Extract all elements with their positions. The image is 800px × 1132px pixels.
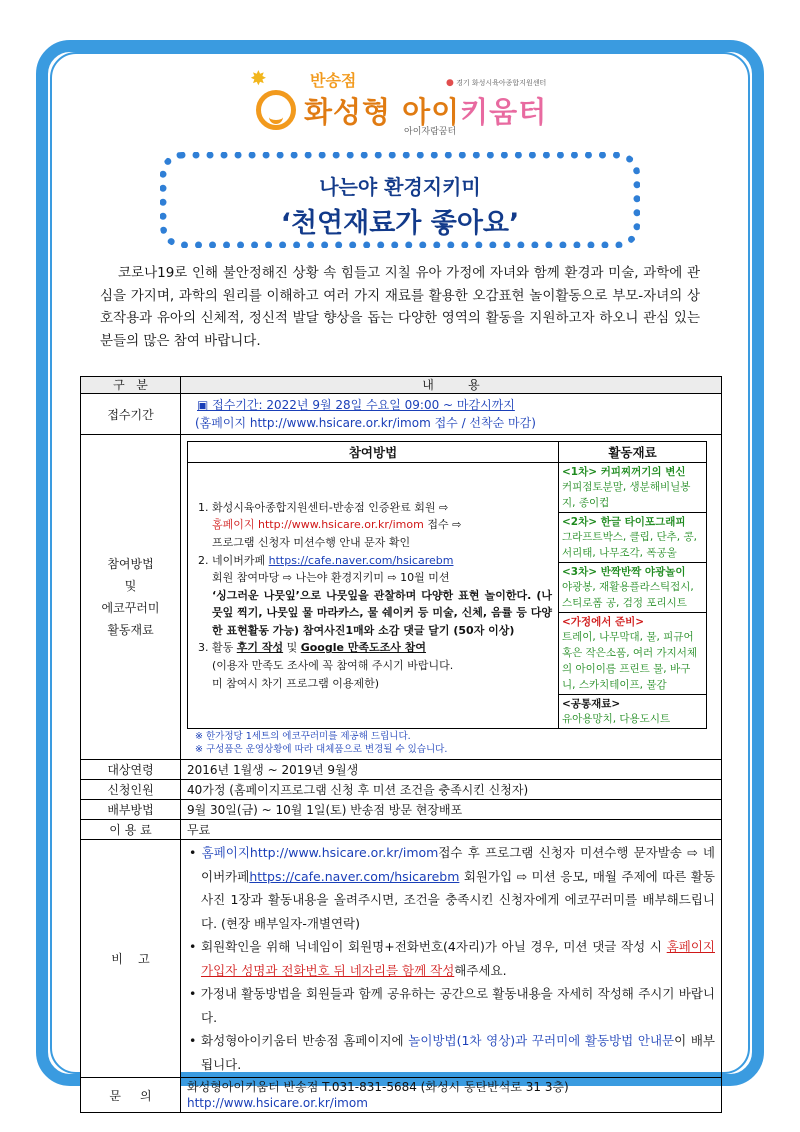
contact-content: 화성형아이키움터 반송점 T.031-831-5684 (화성시 동탄반석로 31 3층) http://www.hsicare.or.kr/imom xyxy=(181,1078,722,1113)
title-line-1: 나는야 환경지키미 xyxy=(319,175,481,199)
header-logo xyxy=(248,68,558,138)
remark-2: • 회원확인을 위해 닉네임이 회원명+전화번호(4자리)가 아닐 경우, 미션 댓글 작성 시 홈페이지 가입자 성명과 전화번호 뒤 네자리를 함께 작성해주세요. xyxy=(189,939,715,978)
age-value: 2016년 1월생 ~ 2019년 9월생 xyxy=(181,760,722,780)
material-4: <가정에서 준비> 트레이, 나무막대, 물, 피규어 혹은 작은소품, 여러 가지서체의 아이이름 프린트 물, 바구니, 스카치테이프, 물감 xyxy=(559,613,707,695)
remark-cafe-link[interactable]: https://cafe.naver.com/hsicarebm xyxy=(249,868,460,884)
table-header-row xyxy=(81,377,722,394)
intro-paragraph: 코로나19로 인해 불안정해진 상황 속 힘들고 지칠 유아 가정에 자녀와 함께 환경과 미술, 과학에 관심을 가지며, 과학의 원리를 이해하고 여러 가지 재료를 활용한 오감표현 놀이활동으로 부모-자녀의 상호작용과 유아의 신체적, 정신적 발달 향상을 돕는 다양한 영역의 활동을 지원하고자 하오니 관심 있는 분들의 많은 참여 바랍니다. xyxy=(100,265,700,349)
age-row xyxy=(81,760,722,780)
remarks-content xyxy=(181,840,722,1078)
distribution-row xyxy=(81,800,722,820)
method-row xyxy=(81,435,722,760)
naver-cafe-link[interactable]: https://cafe.naver.com/hsicarebm xyxy=(268,553,454,567)
reception-homepage: (홈페이지 http://www.hsicare.or.kr/imom 접수 / 선착순 마감) xyxy=(195,416,536,430)
method-label: 참여방법 및 에코꾸러미 활동재료 xyxy=(81,435,181,760)
remarks-row xyxy=(81,840,722,1078)
remark-4: • 화성형아이키움터 반송점 홈페이지에 놀이방법(1차 영상)과 꾸러미에 활동방법 안내문이 배부됩니다. xyxy=(189,1033,716,1072)
inner-col1-header: 참여방법 xyxy=(188,442,559,463)
material-5: <공통재료> 유아용망치, 다용도시트 xyxy=(559,695,707,729)
material-2: <2차> 한글 타이포그래피 그라프트박스, 클립, 단추, 콩, 서리태, 나무조각, 폭공울 xyxy=(559,513,707,563)
star-icon: ✸ xyxy=(250,66,267,90)
smile-icon xyxy=(256,90,296,130)
fee-value: 무료 xyxy=(181,820,722,840)
applicants-row xyxy=(81,780,722,800)
info-table xyxy=(80,376,722,1113)
title-box xyxy=(160,152,640,248)
method-content xyxy=(181,435,722,760)
reception-period: ▣ 접수기간: 2022년 9월 28일 수요일 09:00 ~ 마감시까지 xyxy=(197,398,515,412)
participation-steps: 1. 화성시육아종합지원센터-반송점 인증완료 회원 ⇨ 홈페이지 http://www.hsicare.or.kr/imom 접수 ⇨ 프로그램 신청자 미션수행 안내 문자 확인 2. 네이버카페 https://cafe.naver.com/hsicarebm 회원 참여마당 ⇨ 나는야 환경지키미 ⇨ 10월 미션 ‘싱그러운 나뭇잎’으로 나뭇잎을 관찰하며 다양한 표현 놀이한다. (나뭇잎 찍기, 나뭇잎 물 마라카스, 물 쉐이커 등 미술, 신체, 음률 등 다양한 표현활동 가능) 참여사진1매와 소감 댓글 달기 (50자 이상) 3. 활동 후기 작성 및 Google 만족도조사 참여 (이용자 만족도 조사에 꼭 참여해 주시기 바랍니다. 미 참여시 차기 프로그램 이용제한) xyxy=(188,463,559,729)
header-label: 구 분 xyxy=(81,377,181,394)
contact-link[interactable]: http://www.hsicare.or.kr/imom xyxy=(187,1096,368,1110)
reception-row xyxy=(81,394,722,435)
kit-note-1: ※ 한가정당 1세트의 에코꾸러미를 제공해 드립니다. xyxy=(195,731,411,742)
remark-3: • 가정내 활동방법을 회원들과 함께 공유하는 공간으로 활동내용을 자세히 작성해 주시기 바랍니다. xyxy=(189,986,715,1025)
reception-content xyxy=(181,394,722,435)
inner-header-row xyxy=(188,442,707,463)
logo-branch: 반송점 xyxy=(310,71,357,90)
inner-col2-header: 활동재료 xyxy=(559,442,707,463)
header-content: 내 용 xyxy=(181,377,722,394)
reception-label: 접수기간 xyxy=(81,394,181,435)
remark-1: • 홈페이지http://www.hsicare.or.kr/imom접수 후 프로그램 신청자 미션수행 문자발송 ⇨ 네이버카페https://cafe.naver.com/hsicarebm 회원가입 ⇨ 미션 응모, 매월 주제에 따른 활동사진 1장과 활동내용을 올려주시면, 조건을 충족시킨 신청자에게 에코꾸러미를 배부해드립니다. (현장 배부일자-개별연락) xyxy=(189,845,715,931)
applicants-label: 신청인원 xyxy=(81,780,181,800)
applicants-value: 40가정 (홈페이지프로그램 신청 후 미션 조건을 충족시킨 신청자) xyxy=(181,780,722,800)
contact-label: 문 의 xyxy=(81,1078,181,1113)
remarks-label: 비 고 xyxy=(81,840,181,1078)
center-logo: ● 경기 화성시육아종합지원센터 xyxy=(446,78,547,88)
remark-homepage-link[interactable]: 홈페이지http://www.hsicare.or.kr/imom xyxy=(201,845,439,860)
kit-note-2: ※ 구성품은 운영상황에 따라 대체품으로 변경될 수 있습니다. xyxy=(195,744,448,755)
distribution-label: 배부방법 xyxy=(81,800,181,820)
homepage-link[interactable]: http://www.hsicare.or.kr/imom xyxy=(258,518,424,532)
fee-label: 이 용 료 xyxy=(81,820,181,840)
method-inner-table xyxy=(187,441,707,729)
logo-subtitle: 아이자람꿈터 xyxy=(404,127,457,137)
contact-row xyxy=(81,1078,722,1113)
distribution-value: 9월 30일(금) ~ 10월 1일(토) 반송점 방문 현장배포 xyxy=(181,800,722,820)
fee-row xyxy=(81,820,722,840)
material-1: <1차> 커피찌꺼기의 변신 커피점토분말, 생분해비닐봉지, 종이컵 xyxy=(559,463,707,513)
title-line-2: ‘천연재료가 좋아요’ xyxy=(280,208,520,239)
logo-name: 화성형 아이키움터 xyxy=(304,95,548,129)
material-3: <3차> 반짝반짝 야광놀이 야광봉, 재활용플라스틱접시, 스티로폼 공, 검정 포리시트 xyxy=(559,563,707,613)
age-label: 대상연령 xyxy=(81,760,181,780)
